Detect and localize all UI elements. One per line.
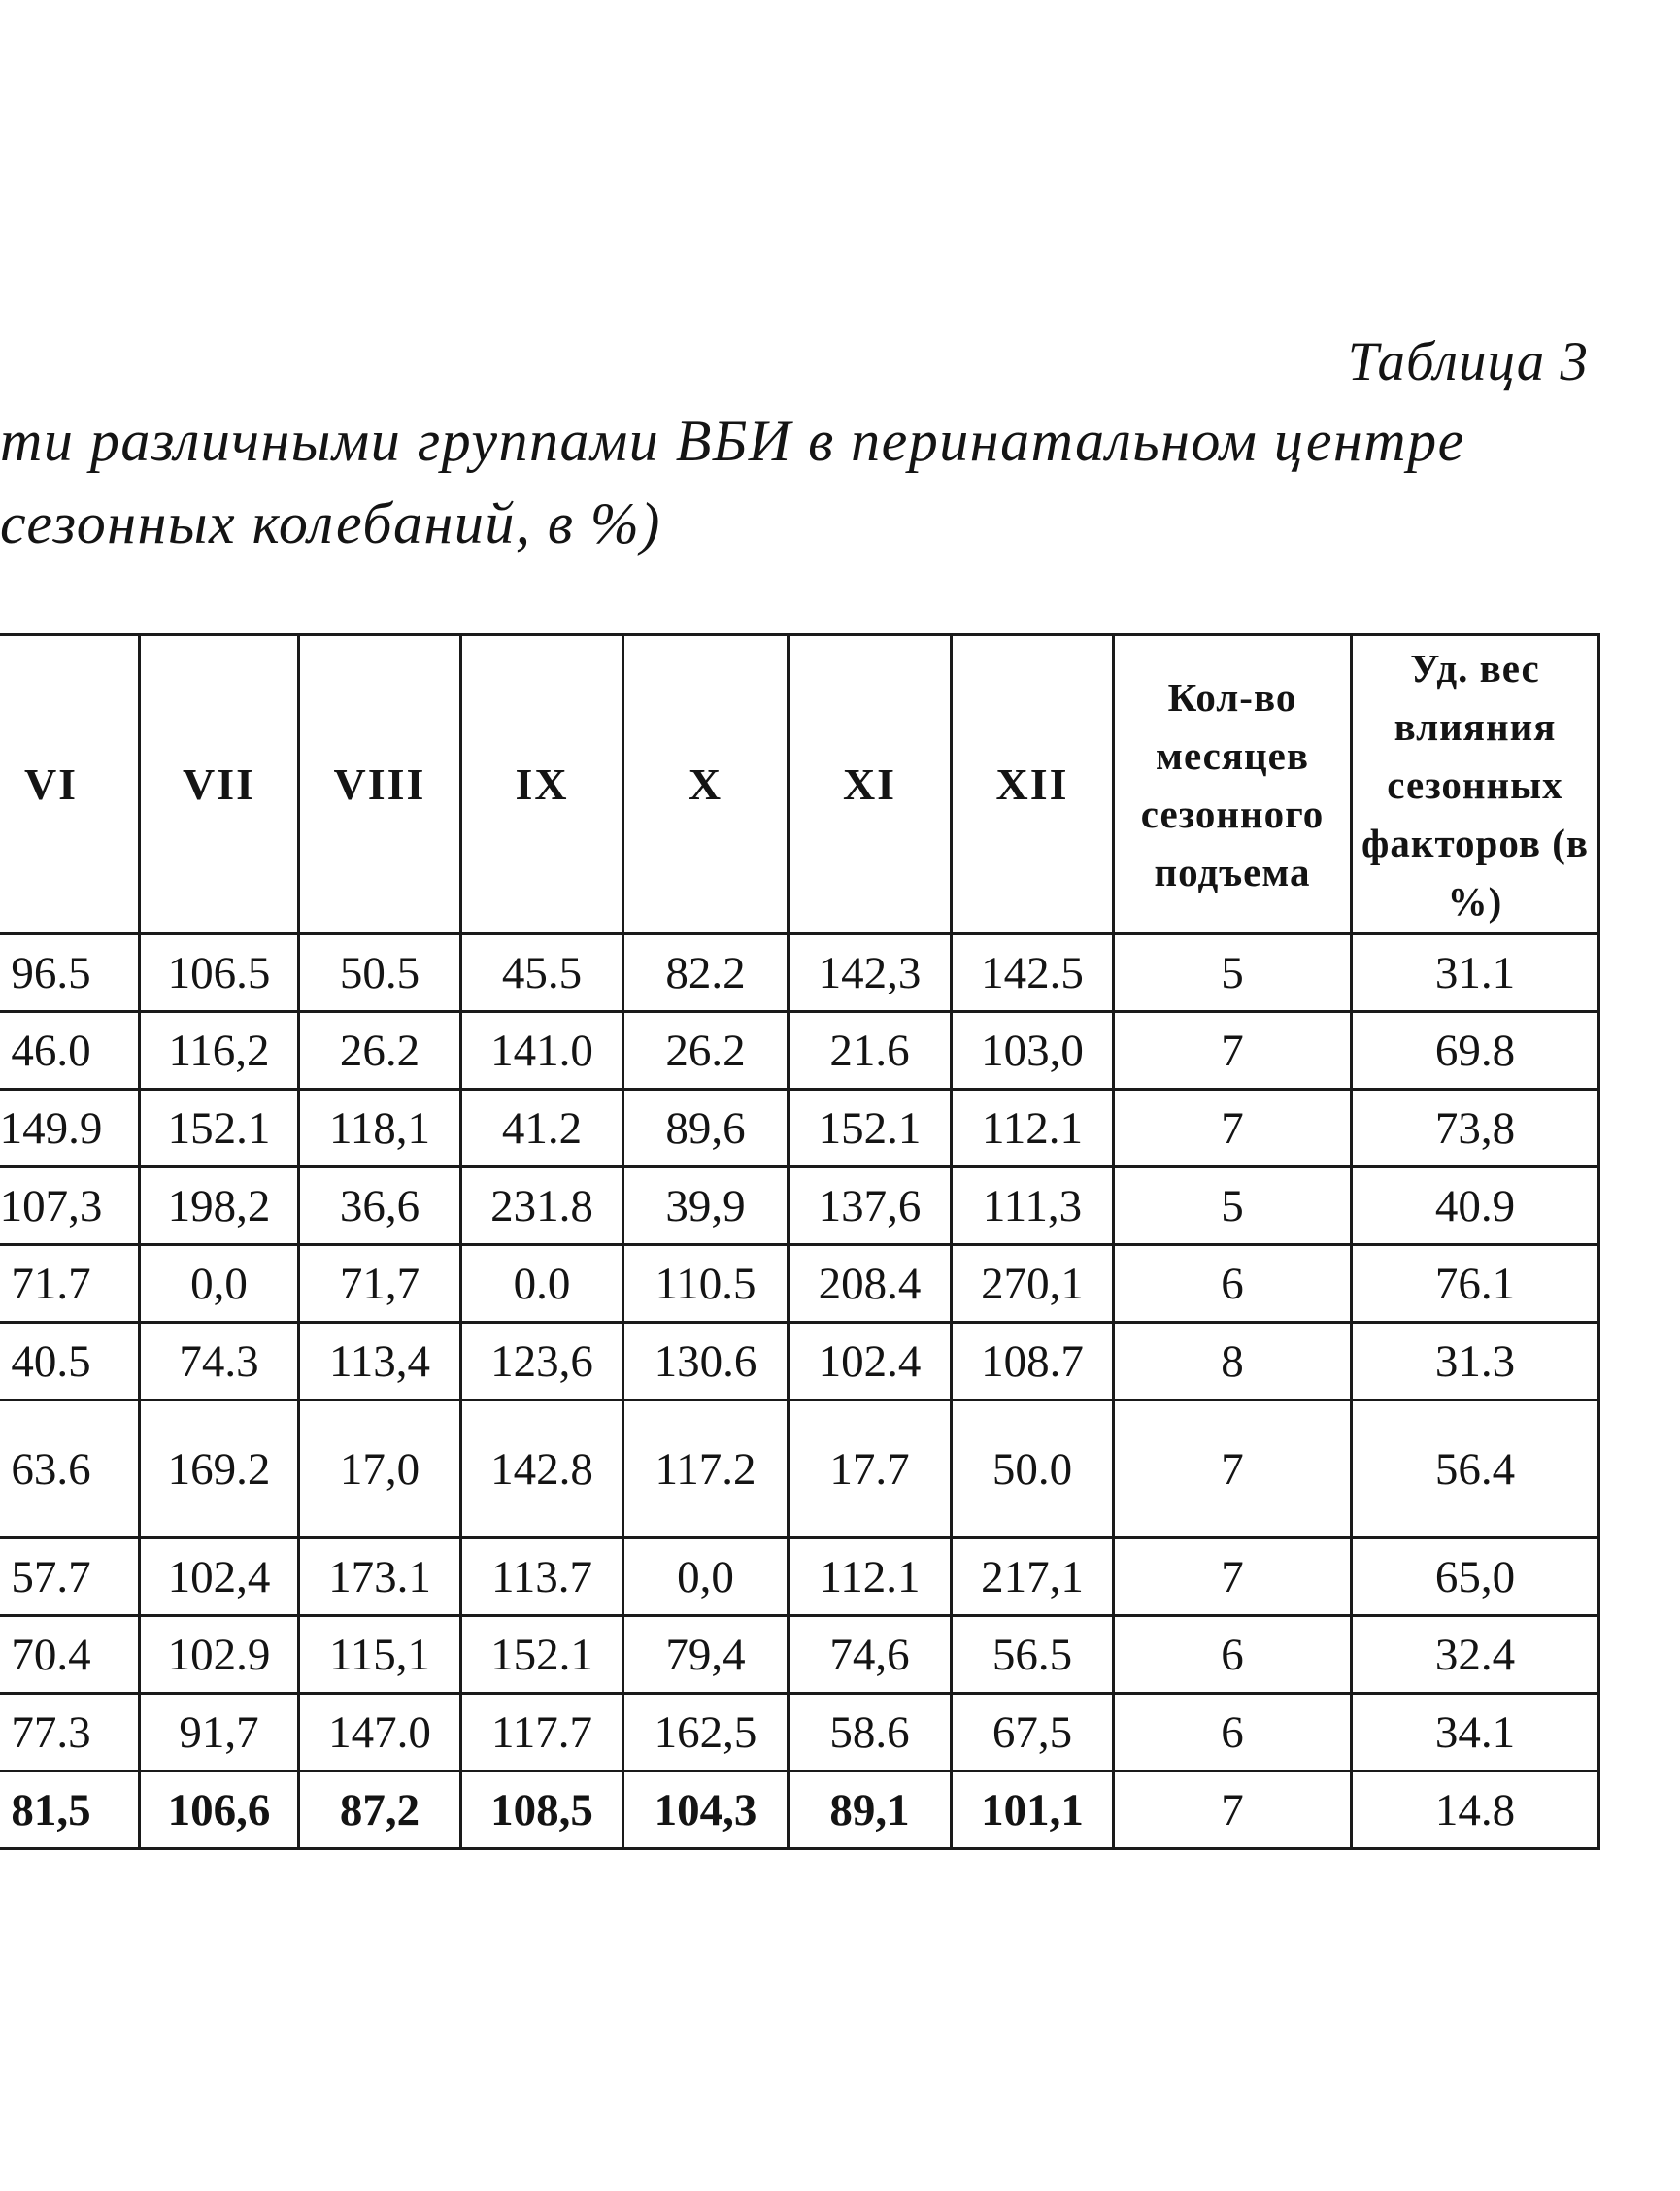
table-cell: 17,0 bbox=[299, 1400, 461, 1538]
table-cell: 231.8 bbox=[461, 1167, 623, 1245]
table-cell: 81,5 bbox=[0, 1771, 140, 1849]
table-row bbox=[0, 1400, 1599, 1538]
header-month-xi: XI bbox=[789, 635, 952, 934]
table-cell: 6 bbox=[1114, 1694, 1352, 1771]
table-cell: 152.1 bbox=[461, 1616, 623, 1694]
table-cell: 8 bbox=[1114, 1323, 1352, 1400]
table-row bbox=[0, 1090, 1599, 1167]
table-cell: 113.7 bbox=[461, 1538, 623, 1616]
header-month-vii: VII bbox=[140, 635, 299, 934]
table-cell: 7 bbox=[1114, 1012, 1352, 1090]
table-cell: 26.2 bbox=[299, 1012, 461, 1090]
table-cell: 74.3 bbox=[140, 1323, 299, 1400]
table-cell: 162,5 bbox=[623, 1694, 789, 1771]
table-caption-line-2: сезонных колебаний, в %) bbox=[0, 491, 661, 556]
header-seasonal-factor-share: Уд. вес влияния сезонных факторов (в %) bbox=[1352, 635, 1599, 934]
table-cell: 17.7 bbox=[789, 1400, 952, 1538]
table-cell: 73,8 bbox=[1352, 1090, 1599, 1167]
table-cell: 137,6 bbox=[789, 1167, 952, 1245]
table-cell: 198,2 bbox=[140, 1167, 299, 1245]
table-cell: 107,3 bbox=[0, 1167, 140, 1245]
table-cell: 103,0 bbox=[952, 1012, 1114, 1090]
table-cell: 36,6 bbox=[299, 1167, 461, 1245]
table-row bbox=[0, 1323, 1599, 1400]
table-row bbox=[0, 1245, 1599, 1323]
table-cell: 70.4 bbox=[0, 1616, 140, 1694]
table-cell: 0,0 bbox=[623, 1538, 789, 1616]
table-cell: 152.1 bbox=[140, 1090, 299, 1167]
table-cell: 41.2 bbox=[461, 1090, 623, 1167]
table-cell: 14.8 bbox=[1352, 1771, 1599, 1849]
table-cell: 79,4 bbox=[623, 1616, 789, 1694]
table-cell: 110.5 bbox=[623, 1245, 789, 1323]
table-row bbox=[0, 1012, 1599, 1090]
table-cell: 102.4 bbox=[789, 1323, 952, 1400]
table-cell: 217,1 bbox=[952, 1538, 1114, 1616]
table-cell: 31.3 bbox=[1352, 1323, 1599, 1400]
table-cell: 123,6 bbox=[461, 1323, 623, 1400]
table-cell: 56.5 bbox=[952, 1616, 1114, 1694]
header-rise-months-count: Кол-во месяцев сезонного подъема bbox=[1114, 635, 1352, 934]
header-month-viii: VIII bbox=[299, 635, 461, 934]
table-cell: 74,6 bbox=[789, 1616, 952, 1694]
table-cell: 106.5 bbox=[140, 934, 299, 1012]
table-cell: 21.6 bbox=[789, 1012, 952, 1090]
seasonal-data-table bbox=[0, 633, 1600, 1850]
table-cell: 67,5 bbox=[952, 1694, 1114, 1771]
table-cell: 112.1 bbox=[789, 1538, 952, 1616]
table-cell: 5 bbox=[1114, 1167, 1352, 1245]
table-cell: 142,3 bbox=[789, 934, 952, 1012]
table-total-row bbox=[0, 1771, 1599, 1849]
table-cell: 7 bbox=[1114, 1771, 1352, 1849]
table-cell: 46.0 bbox=[0, 1012, 140, 1090]
table-cell: 270,1 bbox=[952, 1245, 1114, 1323]
table-cell: 7 bbox=[1114, 1538, 1352, 1616]
table-cell: 5 bbox=[1114, 934, 1352, 1012]
table-cell: 142.8 bbox=[461, 1400, 623, 1538]
table-cell: 50.5 bbox=[299, 934, 461, 1012]
table-row bbox=[0, 1616, 1599, 1694]
table-cell: 31.1 bbox=[1352, 934, 1599, 1012]
header-month-xii: XII bbox=[952, 635, 1114, 934]
table-cell: 58.6 bbox=[789, 1694, 952, 1771]
table-cell: 26.2 bbox=[623, 1012, 789, 1090]
table-cell: 173.1 bbox=[299, 1538, 461, 1616]
table-cell: 39,9 bbox=[623, 1167, 789, 1245]
table-cell: 45.5 bbox=[461, 934, 623, 1012]
table-cell: 118,1 bbox=[299, 1090, 461, 1167]
table-cell: 208.4 bbox=[789, 1245, 952, 1323]
table-cell: 169.2 bbox=[140, 1400, 299, 1538]
table-row bbox=[0, 1694, 1599, 1771]
table-cell: 115,1 bbox=[299, 1616, 461, 1694]
table-cell: 76.1 bbox=[1352, 1245, 1599, 1323]
table-cell: 147.0 bbox=[299, 1694, 461, 1771]
table-cell: 77.3 bbox=[0, 1694, 140, 1771]
table-cell: 116,2 bbox=[140, 1012, 299, 1090]
table-cell: 82.2 bbox=[623, 934, 789, 1012]
table-cell: 91,7 bbox=[140, 1694, 299, 1771]
table-cell: 71.7 bbox=[0, 1245, 140, 1323]
table-cell: 71,7 bbox=[299, 1245, 461, 1323]
table-cell: 40.9 bbox=[1352, 1167, 1599, 1245]
table-cell: 50.0 bbox=[952, 1400, 1114, 1538]
table-cell: 57.7 bbox=[0, 1538, 140, 1616]
table-cell: 111,3 bbox=[952, 1167, 1114, 1245]
table-cell: 32.4 bbox=[1352, 1616, 1599, 1694]
table-cell: 34.1 bbox=[1352, 1694, 1599, 1771]
table-cell: 149.9 bbox=[0, 1090, 140, 1167]
table-cell: 89,1 bbox=[789, 1771, 952, 1849]
table-cell: 108.7 bbox=[952, 1323, 1114, 1400]
table-cell: 102.9 bbox=[140, 1616, 299, 1694]
header-month-vi: VI bbox=[0, 635, 140, 934]
table-cell: 0,0 bbox=[140, 1245, 299, 1323]
table-cell: 141.0 bbox=[461, 1012, 623, 1090]
table-cell: 40.5 bbox=[0, 1323, 140, 1400]
table-header-row bbox=[0, 635, 1599, 934]
table-cell: 117.2 bbox=[623, 1400, 789, 1538]
table-cell: 65,0 bbox=[1352, 1538, 1599, 1616]
table-number-label: Таблица 3 bbox=[1347, 331, 1589, 392]
table-cell: 106,6 bbox=[140, 1771, 299, 1849]
table-cell: 87,2 bbox=[299, 1771, 461, 1849]
table-cell: 142.5 bbox=[952, 934, 1114, 1012]
table-cell: 96.5 bbox=[0, 934, 140, 1012]
table-cell: 130.6 bbox=[623, 1323, 789, 1400]
header-month-ix: IX bbox=[461, 635, 623, 934]
table-caption-line-1: ти различными группами ВБИ в перинатальном центре bbox=[0, 409, 1465, 473]
table-row bbox=[0, 1538, 1599, 1616]
table-cell: 102,4 bbox=[140, 1538, 299, 1616]
table-cell: 108,5 bbox=[461, 1771, 623, 1849]
table-cell: 0.0 bbox=[461, 1245, 623, 1323]
table-cell: 89,6 bbox=[623, 1090, 789, 1167]
table-cell: 104,3 bbox=[623, 1771, 789, 1849]
table-cell: 6 bbox=[1114, 1245, 1352, 1323]
table-cell: 7 bbox=[1114, 1090, 1352, 1167]
table-cell: 7 bbox=[1114, 1400, 1352, 1538]
table-cell: 113,4 bbox=[299, 1323, 461, 1400]
table-cell: 56.4 bbox=[1352, 1400, 1599, 1538]
table-cell: 101,1 bbox=[952, 1771, 1114, 1849]
table-row bbox=[0, 1167, 1599, 1245]
table-cell: 69.8 bbox=[1352, 1012, 1599, 1090]
table-cell: 6 bbox=[1114, 1616, 1352, 1694]
table-row bbox=[0, 934, 1599, 1012]
table-cell: 152.1 bbox=[789, 1090, 952, 1167]
table-cell: 117.7 bbox=[461, 1694, 623, 1771]
header-month-x: X bbox=[623, 635, 789, 934]
table-cell: 63.6 bbox=[0, 1400, 140, 1538]
table-cell: 112.1 bbox=[952, 1090, 1114, 1167]
